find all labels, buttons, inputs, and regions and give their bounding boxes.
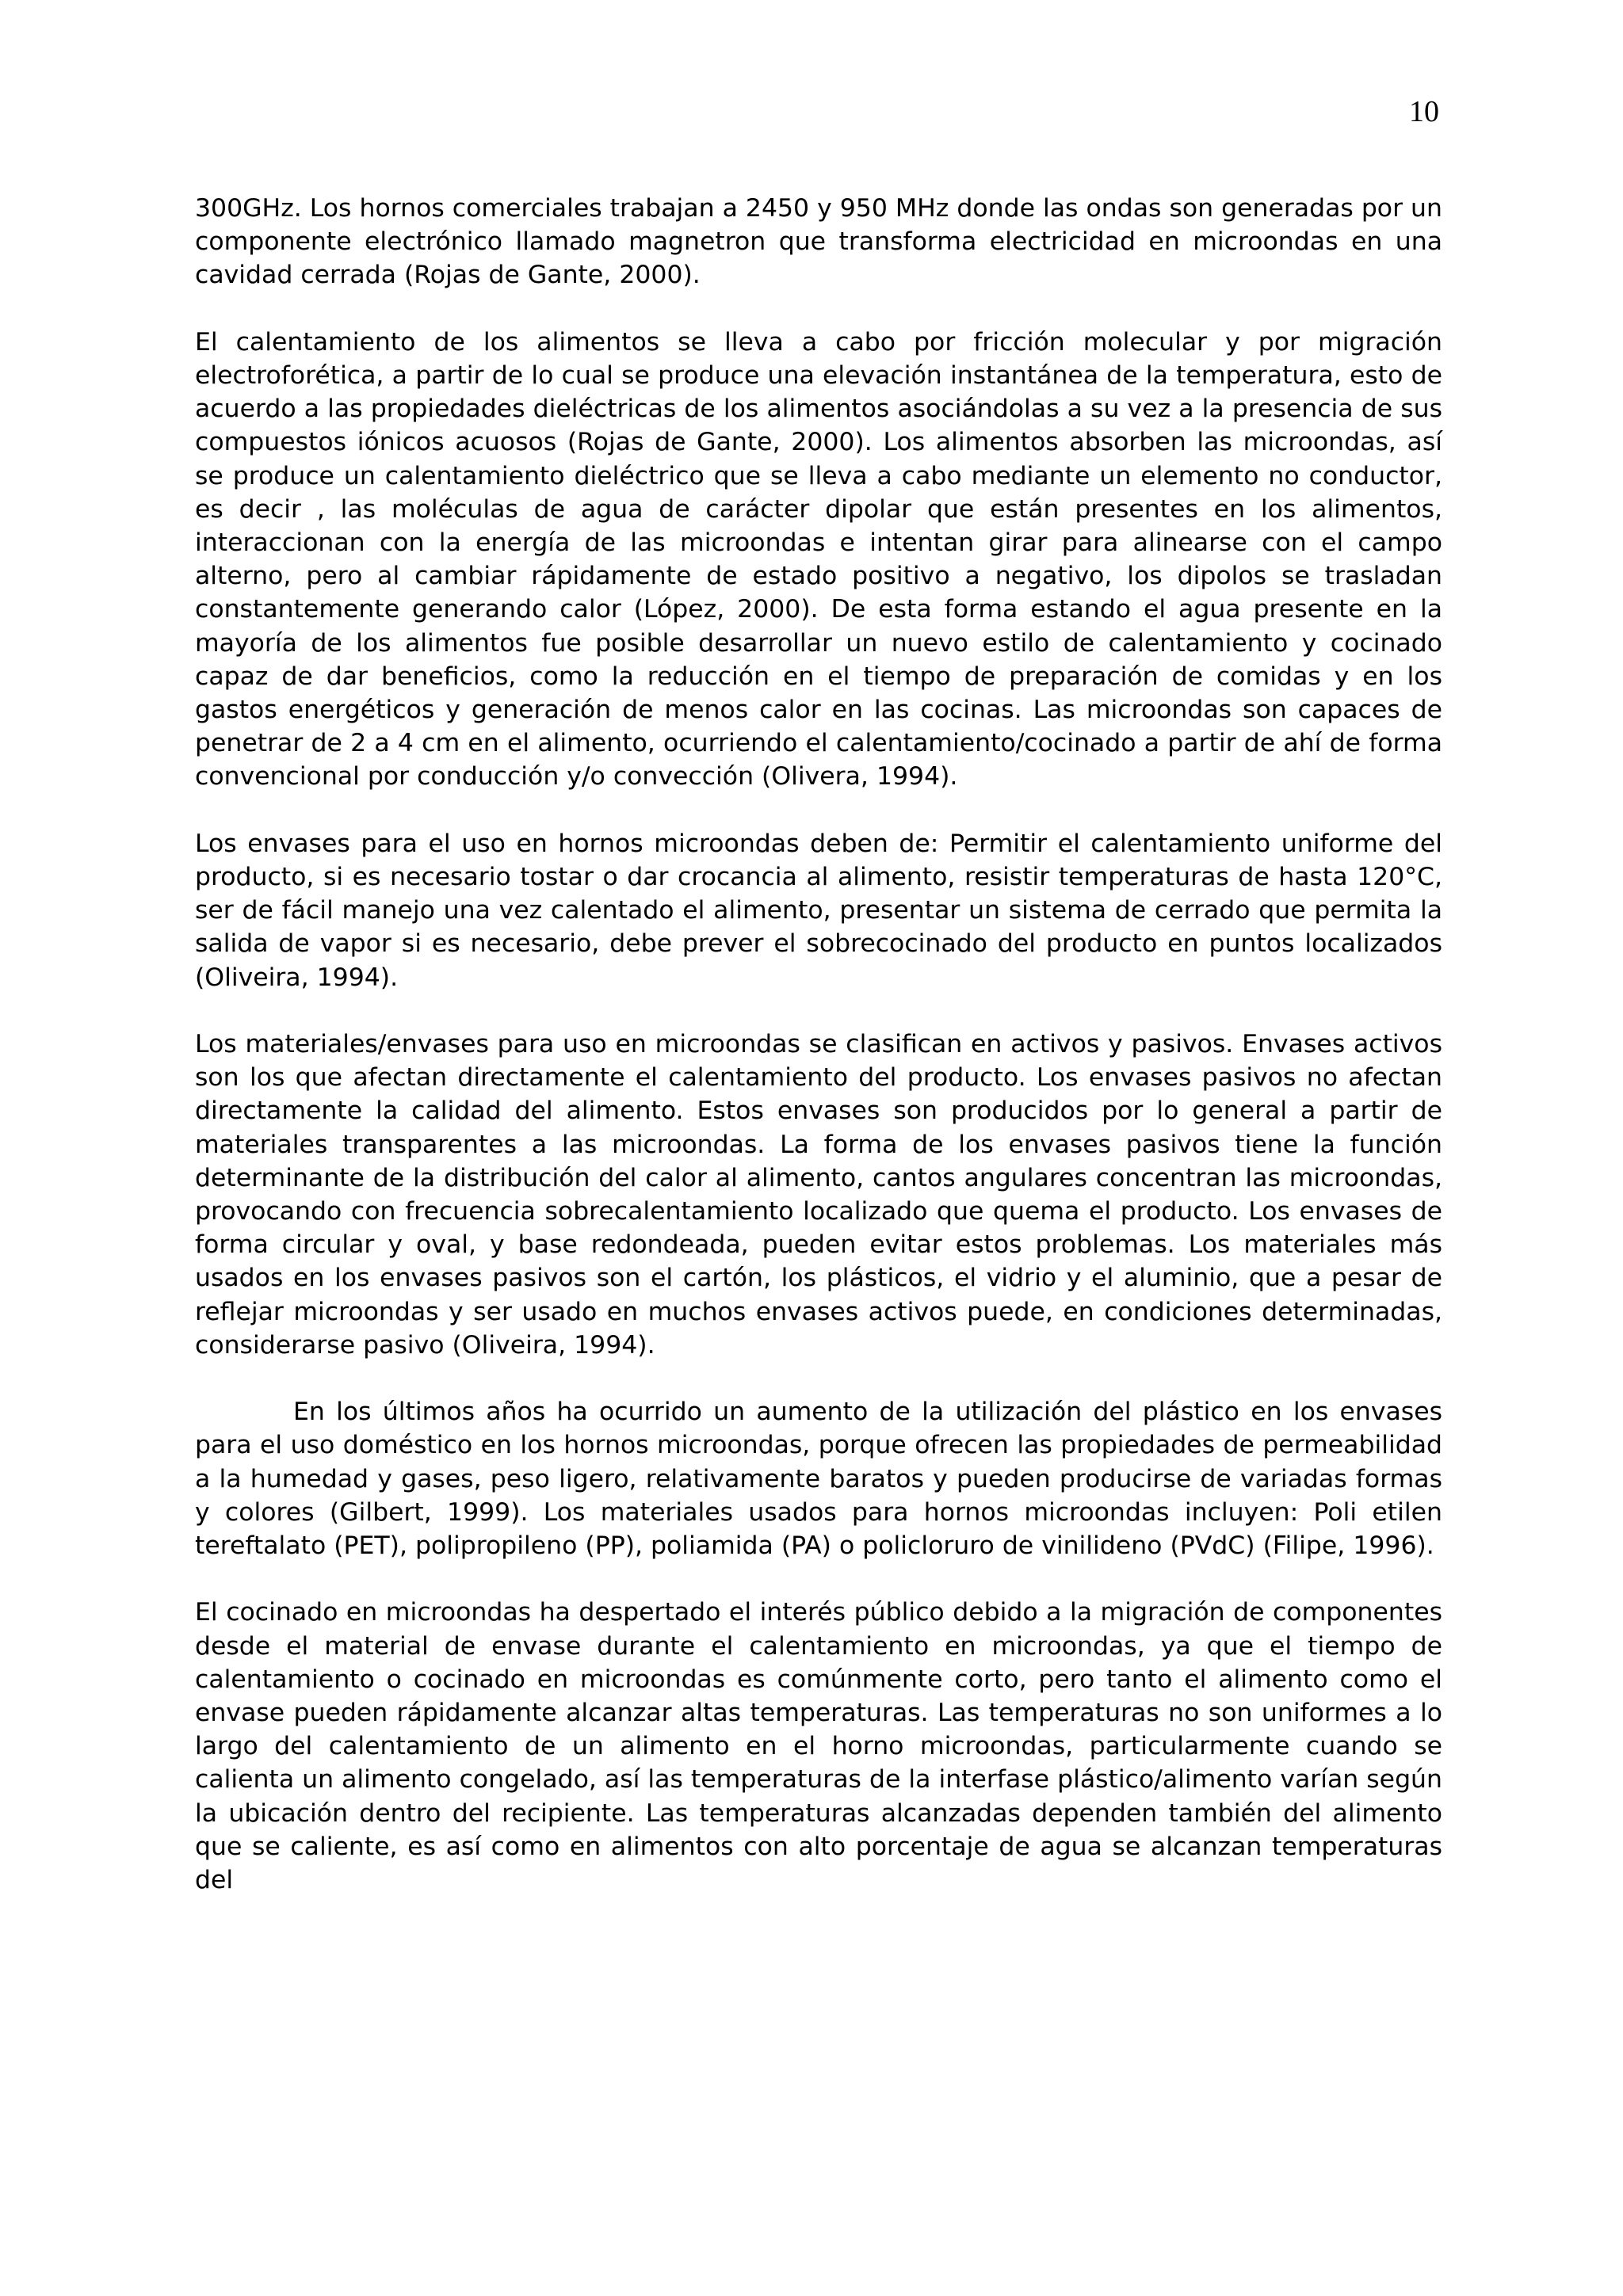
body-text	[195, 192, 1442, 1897]
paragraph-6: El cocinado en microondas ha despertado el interés público debido a la migración de componentes desde el material de envase durante el calentamiento en microondas, ya que el tiempo de calentamiento o cocinado en microondas es comúnmente corto, pero tanto el alimento como el envase pueden rápidamente alcanzar altas temperaturas. Las temperaturas no son uniformes a lo largo del calentamiento de un alimento en el horno microondas, particularmente cuando se calienta un alimento congelado, así las temperaturas de la interfase plástico/alimento varían según la ubicación dentro del recipiente. Las temperaturas alcanzadas dependen también del alimento que se caliente, es así como en alimentos con alto porcentaje de agua se alcanzan temperaturas del	[195, 1598, 1442, 1895]
paragraph-2: El calentamiento de los alimentos se lleva a cabo por fricción molecular y por migración electroforética, a partir de lo cual se produce una elevación instantánea de la temperatura, esto de acuerdo a las propiedades dieléctricas de los alimentos asociándolas a su vez a la presencia de sus compuestos iónicos acuosos (Rojas de Gante, 2000). Los alimentos absorben las microondas, así se produce un calentamiento dieléctrico que se lleva a cabo mediante un elemento no conductor, es decir , las moléculas de agua de carácter dipolar que están presentes en los alimentos, interaccionan con la energía de las microondas e intentan girar para alinearse con el campo alterno, pero al cambiar rápidamente de estado positivo a negativo, los dipolos se trasladan constantemente generando calor (López, 2000). De esta forma estando el agua presente en la mayoría de los alimentos fue posible desarrollar un nuevo estilo de calentamiento y cocinado capaz de dar beneficios, como la reducción en el tiempo de preparación de comidas y en los gastos energéticos y generación de menos calor en las cocinas. Las microondas son capaces de penetrar de 2 a 4 cm en el alimento, ocurriendo el calentamiento/cocinado a partir de ahí de forma convencional por conducción y/o convección (Olivera, 1994).	[195, 327, 1442, 791]
paragraph-3: Los envases para el uso en hornos microondas deben de: Permitir el calentamiento uniforme del producto, si es necesario tostar o dar crocancia al alimento, resistir temperaturas de hasta 120°C, ser de fácil manejo una vez calentado el alimento, presentar un sistema de cerrado que permita la salida de vapor si es necesario, debe prever el sobrecocinado del producto en puntos localizados (Oliveira, 1994).	[195, 829, 1442, 992]
paragraph-1: 300GHz. Los hornos comerciales trabajan a 2450 y 950 MHz donde las ondas son generadas por un componente electrónico llamado magnetron que transforma electricidad en microondas en una cavidad cerrada (Rojas de Gante, 2000).	[195, 194, 1442, 290]
paragraph-4: Los materiales/envases para uso en microondas se clasifican en activos y pasivos. Envases activos son los que afectan directamente el calentamiento del producto. Los envases pasivos no afectan directamente la calidad del alimento. Estos envases son producidos por lo general a partir de materiales transparentes a las microondas. La forma de los envases pasivos tiene la función determinante de la distribución del calor al alimento, cantos angulares concentran las microondas, provocando con frecuencia sobrecalentamiento localizado que quema el producto. Los envases de forma circular y oval, y base redondeada, pueden evitar estos problemas. Los materiales más usados en los envases pasivos son el cartón, los plásticos, el vidrio y el aluminio, que a pesar de reflejar microondas y ser usado en muchos envases activos puede, en condiciones determinadas, considerarse pasivo (Oliveira, 1994).	[195, 1030, 1442, 1360]
page-number: 10	[1409, 95, 1439, 128]
paragraph-5: En los últimos años ha ocurrido un aumento de la utilización del plástico en los envases para el uso doméstico en los hornos microondas, porque ofrecen las propiedades de permeabilidad a la humedad y gases, peso ligero, relativamente baratos y pueden producirse de variadas formas y colores (Gilbert, 1999). Los materiales usados para hornos microondas incluyen: Poli etilen tereftalato (PET), polipropileno (PP), poliamida (PA) o policloruro de vinilideno (PVdC) (Filipe, 1996).	[195, 1398, 1442, 1561]
